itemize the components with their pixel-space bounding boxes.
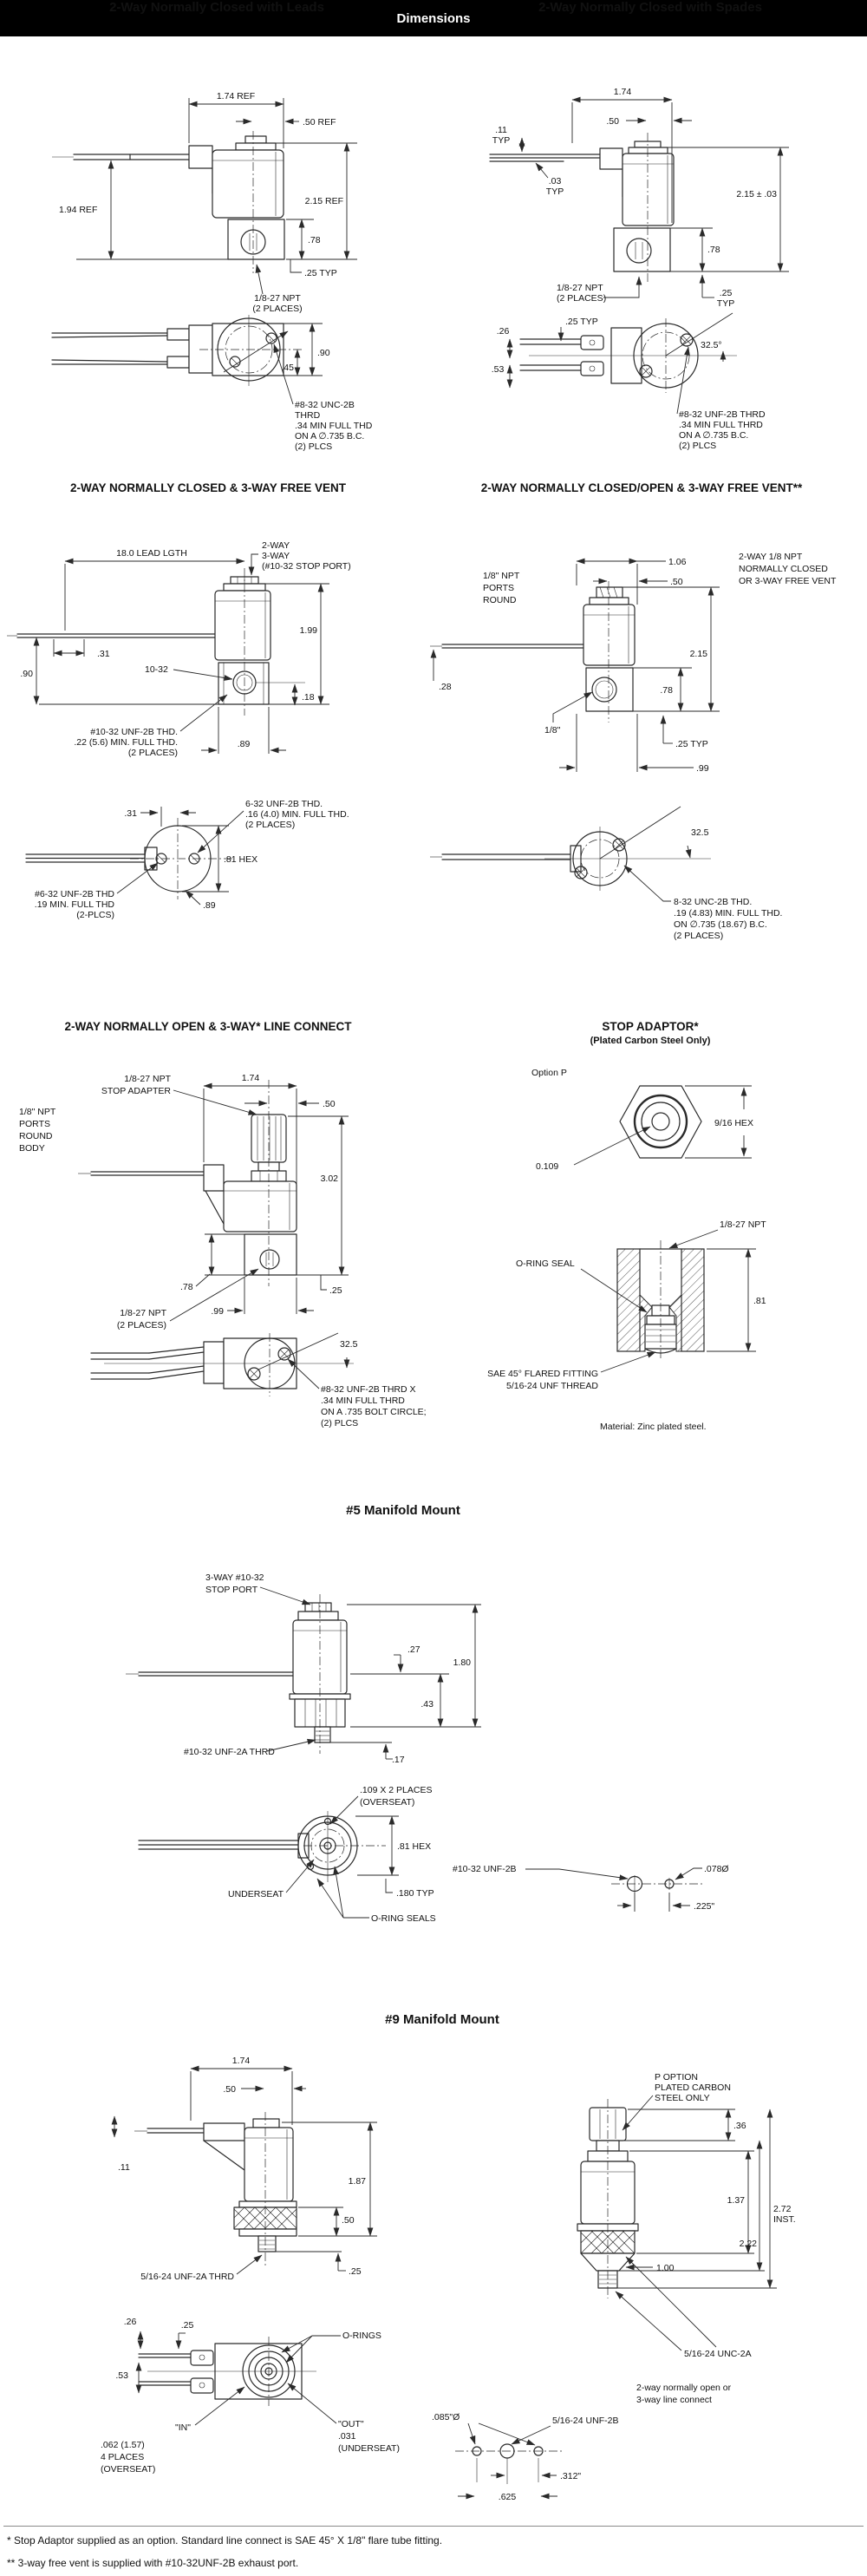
dim-hex: .81 HEX [224,854,258,865]
dim-base: .25 TYP [304,268,337,278]
dim-11-typ: TYP [492,135,511,146]
npt-label: 1/8-27 NPT [720,1219,766,1230]
dim-50: .50 [670,577,683,587]
dim-28: .28 [439,682,452,692]
dim-625: .625 [498,2492,517,2502]
valve-side-view [52,131,284,273]
drawing-9-manifold [17,2038,850,2511]
p-option-dimensions [616,2072,796,2405]
adaptor-section-view [487,1219,766,1432]
dim-137: 1.37 [727,2195,745,2206]
thread-note-1: #8-32 UNF-2B THRD [679,409,766,420]
dim-180: 1.80 [453,1657,471,1668]
dim-b25: .25 [180,2320,194,2331]
section-title-5-manifold: #5 Manifold Mount [346,1503,460,1518]
adaptor-top-view [536,1086,753,1172]
dim-11: .11 [495,125,507,135]
page-title: Dimensions [396,10,471,26]
dim-03-typ: TYP [545,186,564,197]
ports-note-4: BODY [19,1143,45,1154]
overseat-thread-2: .16 (4.0) MIN. FULL THD. [245,809,349,820]
use-note-1: 2-way normally open or [636,2383,732,2393]
drawing-no-3way-lineconnect [0,1054,451,1492]
dim-25typ: .25 TYP [675,739,708,749]
adapter-note-2: STOP ADAPTER [101,1086,171,1096]
valve-bottom-view [139,2337,316,2406]
port-note-2: (2 PLACES) [557,293,607,304]
port-detail [453,1864,729,1912]
thread-note-1: #8-32 UNF-2B THRD X [321,1384,416,1395]
dia-label: .078Ø [704,1864,729,1874]
valve-side-view [134,2112,297,2265]
side-dimensions [20,540,350,758]
valve-side-view [7,568,271,716]
dim-180typ: .180 TYP [396,1888,434,1899]
valve-side-view [430,571,635,722]
in-label: "IN" [175,2422,191,2433]
oring-seals-label: O-RING SEALS [371,1913,436,1924]
section-title-9-manifold: #9 Manifold Mount [385,2012,499,2027]
dim-11: .11 [118,2162,130,2173]
dim-36: .36 [733,2121,746,2131]
side-dimensions [59,91,357,314]
dim-81: .81 [753,1296,766,1306]
valve-bottom-view [52,315,303,386]
underseat-label: UNDERSEAT [228,1889,284,1899]
ports-note-3: ROUND [19,1131,53,1141]
port-size: 10-32 [145,664,168,675]
drawing-stop-adaptor [486,1054,867,1461]
valve-side-view [490,133,674,284]
overseat-1: .062 (1.57) [101,2440,145,2450]
dim-height-left: 1.94 REF [59,205,98,215]
dim-height: 1.99 [299,625,317,636]
drawing-nc-spades [434,82,867,481]
dim-port: .78 [707,245,720,255]
dim-312: .312" [560,2471,582,2481]
p-option-1: P OPTION [655,2072,698,2082]
lead-length: 18.0 LEAD LGTH [116,548,187,559]
out-label-2: .031 [338,2431,356,2442]
thread-note-1: #8-32 UNC-2B [295,400,355,410]
dim-cap: .50 REF [303,117,336,127]
dim-height: 2.15 [689,649,707,659]
valve-bottom-view [139,1811,386,1882]
drawing-nc-3way-freevent [0,507,416,980]
underseat-thread-3: (2-PLCS) [76,910,114,920]
adapter-note-1: 1/8-27 NPT [124,1074,171,1084]
overseat-note-1: .109 X 2 PLACES [360,1785,433,1795]
dim-50: .50 [323,1099,336,1109]
dim-b53: .53 [491,364,505,375]
p-option-2: PLATED CARBON [655,2082,731,2093]
dim-b89: .89 [203,900,216,911]
ports-note-2: PORTS [19,1119,50,1129]
ports-note-3: ROUND [483,595,517,605]
ports-note-1: 1/8" NPT [483,571,520,581]
dim-99: .99 [696,763,709,774]
angle-label: 32.5 [340,1339,358,1350]
footnote-1: * Stop Adaptor supplied as an option. Standard line connect is SAE 45° X 1/8" flare tube fitting. [7,2534,443,2547]
overseat-3: (OVERSEAT) [101,2464,156,2475]
dim-b53: .53 [115,2370,128,2381]
valve-side-view [19,1080,297,1286]
stud-thread: 5/16-24 UNF-2A THRD [140,2272,234,2282]
oring-seal-label: O-RING SEAL [516,1259,575,1269]
section-title-stop-adaptor: STOP ADAPTOR* [602,1020,699,1033]
dim-25: .25 [329,1285,342,1296]
config-note-1: 2-WAY 1/8 NPT [739,552,803,562]
use-note-2: 3-way line connect [636,2395,712,2405]
thread-note-3: (2 PLACES) [127,748,178,758]
drawing-5-manifold [87,1535,850,1960]
manifold-hole-pattern [432,2412,618,2502]
bottom-dimensions [228,1785,436,1924]
dim-17: .17 [392,1755,405,1765]
dim-b90: .90 [317,348,330,358]
bottom-dimensions [288,1339,427,1429]
drawing-ncopen-3way-freevent [416,507,867,980]
unf2b-label: #10-32 UNF-2B [453,1864,517,1874]
config-note-2: NORMALLY CLOSED [739,564,828,574]
dim-222: 2.22 [739,2239,757,2249]
out-label-1: "OUT" [338,2419,364,2429]
dim-225: .225" [694,1901,715,1912]
dim-174: 1.74 [241,1073,260,1083]
stop-port-1: 3-WAY #10-32 [205,1572,264,1583]
dim-27: .27 [407,1644,420,1655]
dim-272: 2.72 [773,2204,792,2214]
npt-note-2: (2 PLACES) [116,1320,166,1330]
section-title-ncopen-freevent: 2-WAY NORMALLY CLOSED/OPEN & 3-WAY FREE VENT** [480,481,803,494]
section-title-leads: 2-Way Normally Closed with Leads [109,0,324,15]
thread-note-3: ON A .735 BOLT CIRCLE; [321,1407,427,1417]
dim-b31: .31 [124,808,137,819]
dim-width: 1.74 [613,87,632,97]
thread-note-2: .34 MIN FULL THRD [321,1396,405,1406]
dim-cap: .50 [606,116,619,127]
dim-50-cap: .50 [223,2084,236,2095]
dim-b26: .26 [123,2317,137,2327]
material-note: Material: Zinc plated steel. [600,1422,707,1432]
port-note-1: 1/8-27 NPT [254,293,301,304]
dim-31: .31 [97,649,110,659]
angle-label: 32.5 [691,827,709,838]
dim-0109: 0.109 [536,1161,559,1172]
thread-note-1: #10-32 UNF-2B THD. [90,727,178,737]
footnote-divider [3,2526,864,2527]
dim-25: .25 [349,2266,362,2277]
thread-note-3: ON ∅.735 (18.67) B.C. [674,919,767,930]
dim-18npt: 1/8" [544,725,561,736]
dim-hex: 9/16 HEX [714,1118,753,1128]
stop-port-2: STOP PORT [205,1585,258,1595]
stud-thread: #10-32 UNF-2A THRD [184,1747,275,1757]
dim-106: 1.06 [668,557,687,567]
overseat-2: 4 PLACES [101,2452,145,2462]
dim-78: .78 [660,685,673,696]
bottom-dimensions [274,324,373,452]
overseat-thread-1: 6-32 UNF-2B THD. [245,799,323,809]
dim-99: .99 [211,1306,224,1317]
dim-width: 1.74 REF [216,91,256,101]
dim-height-right: 2.15 REF [304,196,343,206]
dim-base: .25 [719,288,733,298]
dim-174: 1.74 [231,2056,251,2066]
dim-50: .50 [342,2215,355,2226]
section-title-no-lineconnect: 2-WAY NORMALLY OPEN & 3-WAY* LINE CONNECT [64,1020,352,1033]
out-label-3: (UNDERSEAT) [338,2443,400,2454]
thread-note-2: .22 (5.6) MIN. FULL THD. [74,737,178,748]
thread-note-3: .34 MIN FULL THD [295,421,373,431]
bottom-dimensions [624,827,782,941]
thread-note-3: ON A ∅.735 B.C. [679,430,749,441]
dim-b25typ: .25 TYP [565,317,598,327]
port-note-2: (2 PLACES) [252,304,303,314]
dim-base-typ: TYP [716,298,735,309]
valve-side-view [126,1594,350,1754]
dim-b26: .26 [496,326,510,337]
thread-note-4: (2) PLCS [321,1418,359,1429]
dim-height: 2.15 ± .03 [736,189,777,199]
thread-note-4: ON A ∅.735 B.C. [295,431,365,441]
bottom-dimensions [35,799,349,920]
port-note-1: 1/8-27 NPT [557,283,603,293]
dim-78: .78 [180,1282,193,1292]
config-note-3: OR 3-WAY FREE VENT [739,576,837,586]
ports-note-2: PORTS [483,583,514,593]
p-option-3: STEEL ONLY [655,2093,710,2103]
dim-03: .03 [548,176,562,186]
option-label: Option P [531,1068,567,1078]
sae-note-1: SAE 45° FLARED FITTING [487,1369,598,1379]
unc2a-label: 5/16-24 UNC-2A [684,2349,752,2359]
dim-b45: .45 [281,363,294,373]
drawing-nc-leads [0,82,434,481]
valve-bottom-view [430,807,711,891]
dim-100: 1.00 [656,2263,675,2273]
way2-label: 2-WAY [262,540,290,551]
npt-note-1: 1/8-27 NPT [120,1308,166,1318]
p-option-valve [577,2099,638,2298]
dia-085-label: .085"Ø [432,2412,460,2422]
thread-note-4: (2 PLACES) [674,931,724,941]
dim-port: .78 [308,235,321,245]
dim-187: 1.87 [348,2176,366,2187]
dim-43: .43 [420,1699,434,1710]
stop-port-label: (#10-32 STOP PORT) [262,561,351,572]
orings-label: O-RINGS [342,2331,381,2341]
overseat-note-2: (OVERSEAT) [360,1797,415,1808]
dim-18: .18 [302,692,315,703]
section-title-spades: 2-Way Normally Closed with Spades [538,0,762,15]
angle-label: 32.5° [701,340,722,350]
way3-label: 3-WAY [262,551,290,561]
dim-302: 3.02 [320,1174,338,1184]
dim-90: .90 [20,669,33,679]
thread-note-4: (2) PLCS [679,441,717,451]
dim-hex: .81 HEX [397,1841,432,1852]
section-title-nc-freevent: 2-WAY NORMALLY CLOSED & 3-WAY FREE VENT [69,481,347,494]
overseat-thread-3: (2 PLACES) [245,820,296,830]
ports-note-1: 1/8" NPT [19,1107,56,1117]
dim-89: .89 [237,739,251,749]
valve-bottom-view [91,1333,354,1396]
thread-note-2: .19 (4.83) MIN. FULL THD. [674,908,783,919]
thread-note-1: 8-32 UNC-2B THD. [674,897,753,907]
underseat-thread-2: .19 MIN. FULL THD [34,899,114,910]
valve-bottom-view [520,313,737,393]
thread-note-2: THRD [295,410,321,421]
thread-note-5: (2) PLCS [295,441,333,452]
thread-note-2: .34 MIN FULL THRD [679,420,763,430]
sae-note-2: 5/16-24 UNF THREAD [505,1381,598,1391]
stop-adaptor-subtitle: (Plated Carbon Steel Only) [590,1036,711,1046]
dim-272-inst: INST. [773,2214,796,2225]
unf2b-label: 5/16-24 UNF-2B [552,2416,619,2426]
footnote-2: ** 3-way free vent is supplied with #10-32UNF-2B exhaust port. [7,2557,299,2569]
underseat-thread-1: #6-32 UNF-2B THD [35,889,114,899]
valve-bottom-view [26,818,234,899]
